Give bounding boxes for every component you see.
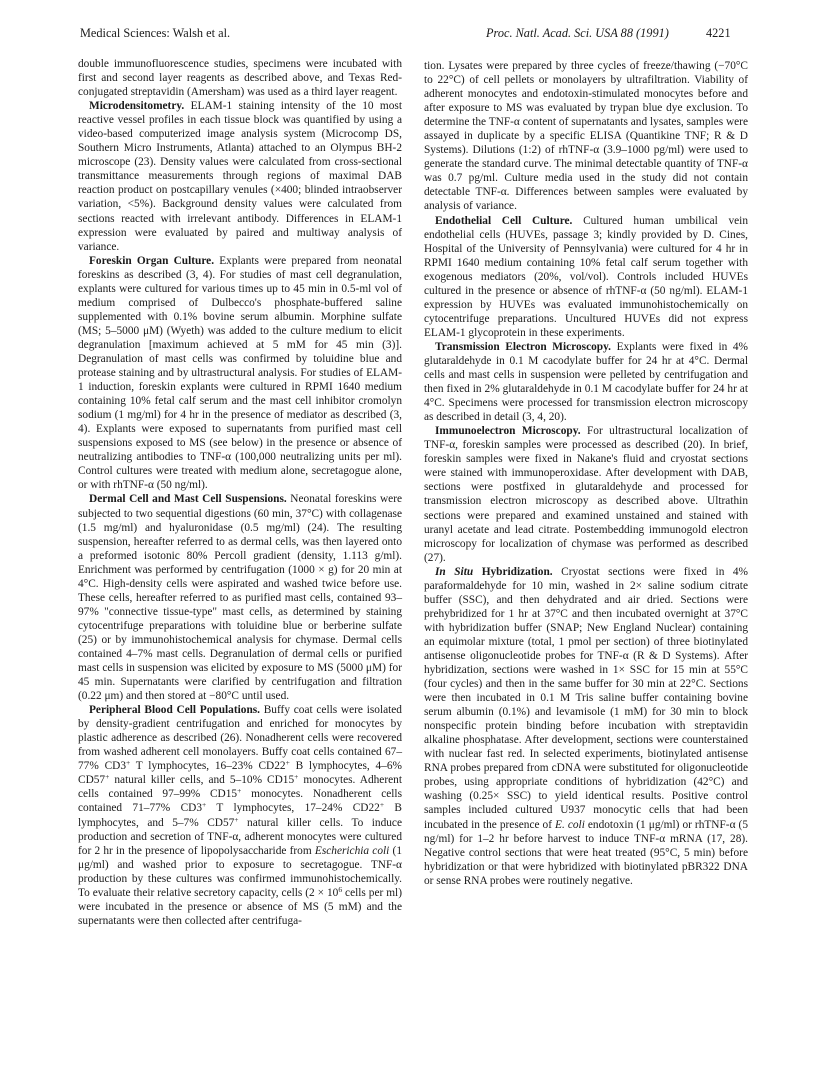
paragraph-foreskin-organ-culture: Foreskin Organ Culture. Explants were prepared from neonatal foreskins as described (3, 4). For studies of mast cell degranulation, explants were cultured for various times up to 45 min in 0.5-ml vol of medium comprised of Dulbecco's phosphate-buffered saline supplemented with 0.1% bovine serum albumin. Morphine sulfate (MS; 5–5000 μM) (Wyeth) was added to the culture medium to elicit degranulation [maximum achieved at 5 mM for 45 min (3)]. Degranulation of mast cells was confirmed by toluidine blue and protease staining and by ultrastructural analysis. For studies of ELAM-1 induction, foreskin explants were cultured in RPMI 1640 medium containing 10% fetal calf serum and the mast cell inhibitor cromolyn sodium (1 mg/ml) for 4 hr in the presence of mediator as described (3, 4). Explants were exposed to supernatants from purified mast cell suspensions exposed to MS (see below) in the presence or absence of neutralizing antibodies to TNF-α (100,000 neutralizing units per ml). Control cultures were treated with medium alone, secretagogue alone, or with rhTNF-α (50 ng/ml).	[78, 254, 402, 492]
paragraph-continued: double immunofluorescence studies, specimens were incubated with first and second layer reagents as described above, and Texas Red-conjugated streptavidin (Amersham) was used as a third layer reagent.	[78, 58, 402, 99]
page-number: 4221	[706, 26, 731, 40]
paragraph-tem: Transmission Electron Microscopy. Explants were fixed in 4% glutaraldehyde in 0.1 M cacodylate buffer for 24 hr at 4°C. Dermal cells and mast cells in suspension were pelleted by centrifugation and then fixed in 2% glutaraldehyde in 0.1 M cacodylate buffer for 24 hr at 4°C. Specimens were processed for transmission electron microscopy as described in detail (3, 4, 20).	[424, 340, 748, 424]
journal-citation: Proc. Natl. Acad. Sci. USA 88 (1991)	[486, 26, 669, 40]
section-heading: Transmission Electron Microscopy.	[435, 340, 611, 353]
section-heading: Immunoelectron Microscopy.	[435, 425, 581, 438]
right-column	[424, 59, 748, 888]
section-heading: Foreskin Organ Culture.	[89, 254, 215, 267]
left-column	[78, 57, 402, 928]
paragraph-peripheral-blood: Peripheral Blood Cell Populations. Buffy coat cells were isolated by density-gradient centrifugation and enriched for monocytes by plastic adherence as described (26). Nonadherent cells were recovered from washed adherent cell monolayers. Buffy coat cells contained 67–77% CD3+ T lymphocytes, 16–23% CD22+ B lymphocytes, 4–6% CD57+ natural killer cells, and 5–10% CD15+ monocytes. Adherent cells contained 97–99% CD15+ monocytes. Nonadherent cells contained 71–77% CD3+ T lymphocytes, 17–24% CD22+ B lymphocytes, and 5–7% CD57+ natural killer cells. To induce production and secretion of TNF-α, adherent monocytes were cultured for 2 hr in the presence of lipopolysaccharide from Escherichia coli (1 μg/ml) and washed prior to exposure to secretagogue. TNF-α production by these cultures was confirmed immunohistochemically. To evaluate their relative secretory capacity, cells ($2 \times 10^6$ cells per ml) were incubated in the presence or absence of MS (5 mM) and the supernatants were then collected after centrifuga-	[78, 704, 403, 927]
paragraph-immunoelectron: Immunoelectron Microscopy. For ultrastructural localization of TNF-α, foreskin samples were processed as described (20). In brief, foreskin samples were fixed in Nakane's fluid and cryostat sections were stained with immunoperoxidase. After development with DAB, sections were postfixed in glutaraldehyde and processed for transmission electron microscopy as described above. Ultrathin sections were prepared and examined unstained and stained with uranyl acetate and lead citrate. Postembedding immunogold electron microscopy for localization of chymase was performed as described (27).	[424, 425, 748, 564]
paragraph-dermal-mast-cell: Dermal Cell and Mast Cell Suspensions. Neonatal foreskins were subjected to two sequential digestions (60 min, 37°C) with collagenase (1.5 mg/ml) and hyaluronidase (0.5 mg/ml) (24). The resulting suspension, hereafter referred to as dermal cells, was then layered onto a preformed isotonic 80% Percoll gradient (density, 1.113 g/ml). Enrichment was performed by centrifugation (1000 × g) for 20 min at 4°C. High-density cells were aspirated and washed twice before use. These cells, hereafter referred to as purified mast cells, contained 93–97% "connective tissue-type" mast cells, as determined by staining cytocentrifuge preparations with toluidine blue or berberine sulfate (25) or by immunohistochemical analysis for chymase. Dermal cells contained 4–7% mast cells. Degranulation of dermal cells or purified mast cells in suspension was elicited by exposure to MS (5000 μM) for 45 min. Supernatants were clarified by centrifugation and filtration (0.22 μm) and then stored at −80°C until used.	[78, 493, 403, 703]
paragraph-endothelial-cell-culture: Endothelial Cell Culture. Cultured human umbilical vein endothelial cells (HUVEs, passage 3; kindly provided by D. Cines, Hospital of the University of Pennsylvania) were cultured for 4 hr in RPMI 1640 medium containing 10% fetal calf serum together with exogenous mediators (20%, vol/vol). Controls included HUVEs cultured in the presence or absence of rhTNF-α (50 ng/ml). ELAM-1 expression by HUVEs was evaluated immunohistochemically on cytocentrifuge preparations. Uncultured HUVEs did not express ELAM-1 glycoprotein in these experiments.	[424, 214, 748, 339]
paragraph-in-situ-hybridization: In Situ Hybridization. Cryostat sections were fixed in 4% paraformaldehyde for 10 min, washed in 2× saline sodium citrate buffer (SSC), and then dehydrated and air dried. Sections were prehybridized for 1 hr at 37°C and then incubated overnight at 37°C with hybridization buffer (SNAP; New England Nuclear) containing an equimolar mixture (total, 1 pmol per section) of three biotinylated antisense oligonucleotide probes for TNF-α (R & D Systems). After hybridization, sections were washed in 1× SSC for 15 min at 55°C (four cycles) and then in the same buffer for 30 min at 22°C. Sections were then incubated in 0.1 M Tris saline buffer containing bovine serum albumin (0.1%) and levamisole (1 mM) for 30 min to block nonspecific protein binding before incubation with streptavidin alkaline phosphatase. After development, sections were counterstained with nuclear fast red. In selected experiments, biotinylated antisense RNA probes prepared from cDNA were substituted for oligonucleotide probes, using appropriate conditions of hybridization (42°C) and washing (0.25× SSC) to yield identical results. Positive control samples included cultured U937 monocytic cells that had been incubated in the presence of E. coli endotoxin (1 μg/ml) or rhTNF-α (5 ng/ml) for 1–2 hr before harvest to induce TNF-α mRNA (17, 28). Negative control sections that were heat treated (95°C, 5 min) before hybridization or that were hybridized with biotinylated pBR322 DNA or sense RNA probes were routinely negative.	[424, 565, 749, 887]
paragraph-continued: tion. Lysates were prepared by three cycles of freeze/thawing (−70°C to 22°C) of cell pellets or monolayers by ultrafiltration. Viability of adherent monocytes and endotoxin-stimulated monocytes before and after exposure to MS was evaluated by trypan blue dye exclusion. To determine the TNF-α content of supernatants and lysates, samples were assayed in duplicate by a specific ELISA (Quantikine TNF; R & D Systems). Dilutions (1:2) of rhTNF-α (3.9–1000 pg/ml) were used to generate the standard curve. The minimal detectable quantity of TNF-α was 0.7 pg/ml. Culture media used in the study did not contain detectable TNF-α. Differences between samples were evaluated by analysis of variance.	[424, 60, 748, 213]
running-header	[0, 26, 816, 42]
section-heading: Endothelial Cell Culture.	[435, 214, 573, 227]
paragraph-microdensitometry: Microdensitometry. ELAM-1 staining intensity of the 10 most reactive vessel profiles in each tissue block was quantified by using a video-based computerized image analysis system (Microcomp DS, Southern Micro Instruments, Atlanta) attached to an Olympus BH-2 microscope (23). Density values were calculated from cross-sectional transmittance measurements through regions of maximal DAB reaction product on postcapillary venules (×400; blinded intraobserver variation, <5%). Background density values were calculated from sections reacted with irrelevant antibody. Differences in ELAM-1 expression were evaluated by paired and multiway analysis of variance.	[78, 100, 402, 253]
running-title: Medical Sciences: Walsh et al.	[80, 26, 231, 40]
section-heading: Microdensitometry.	[89, 100, 185, 113]
section-heading: Dermal Cell and Mast Cell Suspensions.	[89, 493, 287, 506]
section-heading: Peripheral Blood Cell Populations.	[89, 704, 260, 717]
section-heading: In Situ	[435, 565, 474, 578]
